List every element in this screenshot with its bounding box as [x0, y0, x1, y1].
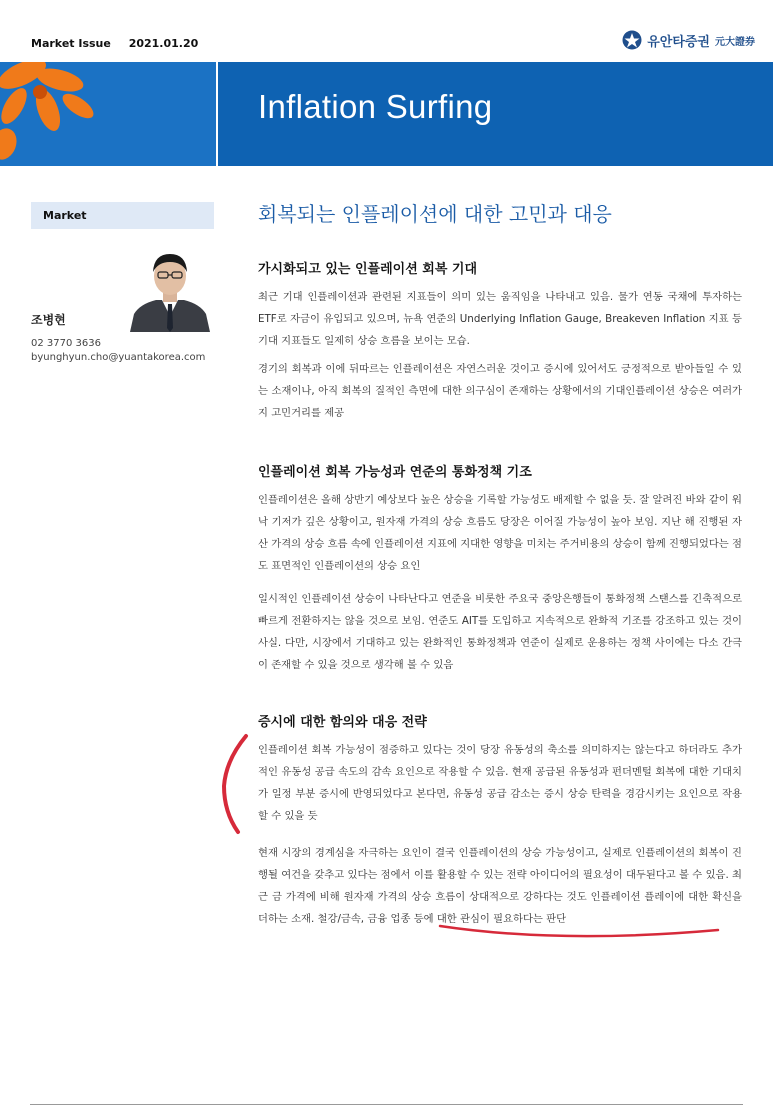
company-logo — [622, 30, 755, 50]
issue-info — [31, 37, 212, 50]
paragraph: 인플레이션 회복 가능성이 점증하고 있다는 것이 당장 유동성의 축소를 의미하지는 않는다고 하더라도 추가적인 유동성 공급 속도의 감속 요인으로 작용할 수 있음. 현재 공급된 유동성과 펀더멘털 회복에 대한 기대치가 일정 부분 증시에 반영되었다고 본다면, 유동성 공급 감소는 증시 상승 탄력을 경감시키는 요인으로 작용할 수 있을 듯 — [258, 744, 742, 822]
paragraph: 경기의 회복과 이에 뒤따르는 인플레이션은 자연스러운 것이고 증시에 있어서도 긍정적으로 받아들일 수 있는 소재이나, 아직 회복의 질적인 측면에 대한 의구심이 존재하는 상황에서의 기대인플레이션 상승은 여러가지 고민거리를 제공 — [258, 363, 742, 419]
author-phone: 02 3770 3636 — [31, 338, 101, 349]
author-photo — [126, 246, 214, 332]
section-heading: 증시에 대한 함의와 대응 전략 — [258, 715, 427, 730]
banner — [218, 62, 773, 166]
issue-date: 2021.01.20 — [128, 37, 199, 50]
article-title: 회복되는 인플레이션에 대한 고민과 대응 — [258, 202, 612, 226]
paragraph: 인플레이션은 올해 상반기 예상보다 높은 상승을 기록할 가능성도 배제할 수 없을 듯. 잘 알려진 바와 같이 워낙 기저가 깊은 상황이고, 원자재 가격의 상승 흐름도 당장은 이어질 가능성이 높아 보임. 지난 해 진행된 자산 가격의 상승 흐름 속에 인플레이션 지표에 지대한 영향을 미치는 주거비용의 상승이 함께 진행되었다는 점도 표면적인 인플레이션의 상승 요인 — [258, 494, 742, 572]
orange-flower-icon — [0, 62, 216, 166]
section-heading: 가시화되고 있는 인플레이션 회복 기대 — [258, 262, 478, 277]
report-header — [0, 0, 773, 60]
paragraph: 일시적인 인플레이션 상승이 나타난다고 연준을 비롯한 주요국 중앙은행들이 통화정책 스탠스를 긴축적으로 빠르게 전환하지는 않을 것으로 보임. 연준도 AIT를 도입하고 지속적으로 완화적 기조를 강조하고 있는 것이 사실. 다만, 시장에서 기대하고 있는 완화적인 통화정책과 연준이 실제로 운용하는 정책 사이에는 다소 간극이 존재할 수 있을 것으로 생각해 볼 수 있음 — [258, 593, 742, 671]
paragraph: 최근 기대 인플레이션과 관련된 지표들이 의미 있는 움직임을 나타내고 있음. 물가 연동 국채에 투자하는 ETF로 자금이 유입되고 있으며, 뉴욕 연준의 Underlying Inflation Gauge, Breakeven Inflation 지표 등 기대 지표들도 일제히 상승 흐름을 보이는 모습. — [258, 291, 742, 347]
banner-title: Inflation Surfing — [258, 88, 493, 125]
banner-flower-image — [0, 62, 216, 166]
author-email: byunghyun.cho@yuantakorea.com — [31, 352, 206, 363]
company-name-kr: 유안타증권 — [647, 34, 710, 50]
section-heading: 인플레이션 회복 가능성과 연준의 통화정책 기조 — [258, 465, 532, 480]
company-name-cn: 元大證券 — [715, 36, 755, 48]
category-label: Market — [43, 209, 87, 222]
issue-label: Market Issue — [31, 37, 111, 50]
author-name: 조병현 — [31, 313, 66, 327]
annotation-bracket — [224, 736, 246, 832]
page-bottom-rule — [30, 1104, 743, 1105]
yuanta-logo-icon — [622, 30, 642, 50]
paragraph: 현재 시장의 경계심을 자극하는 요인이 결국 인플레이션의 상승 가능성이고, 실제로 인플레이션의 회복이 진행될 여건을 갖추고 있다는 점에서 이를 활용할 수 있는 전략 아이디어의 필요성이 대두된다고 볼 수 있음. 최근 금 가격에 비해 원자재 가격의 상승 흐름이 상대적으로 강하다는 것도 인플레이션 플레이에 대한 확신을 더하는 소재. 철강/금속, 금융 업종 등에 대한 관심이 필요하다는 판단 — [258, 847, 742, 925]
category-box — [31, 202, 214, 229]
